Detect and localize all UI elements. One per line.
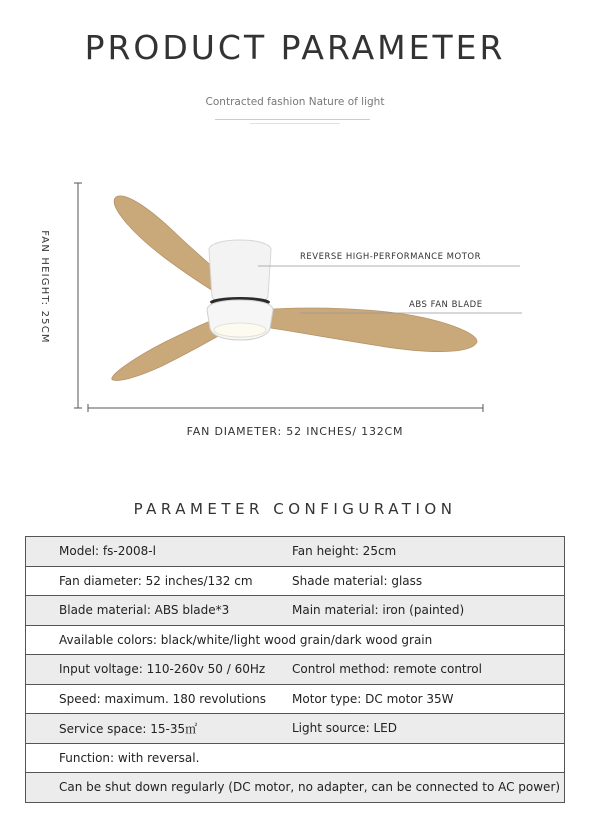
fan-blade-right — [258, 308, 477, 352]
table-row — [26, 596, 565, 626]
param-function: Function: with reversal. — [59, 750, 200, 765]
blade-label: ABS FAN BLADE — [409, 300, 483, 310]
fan-illustration — [0, 170, 590, 430]
table-row — [26, 537, 565, 567]
light-lens — [214, 323, 266, 337]
table-row — [26, 566, 565, 596]
motor-housing — [209, 240, 271, 304]
motor-label: REVERSE HIGH-PERFORMANCE MOTOR — [300, 252, 481, 262]
param-main-material: Main material: iron (painted) — [292, 603, 465, 618]
param-blade-material: Blade material: ABS blade*3 — [59, 603, 230, 618]
fan-diagram — [0, 170, 590, 430]
param-speed: Speed: maximum. 180 revolutions — [59, 691, 266, 706]
section-title: PARAMETER CONFIGURATION — [133, 500, 457, 518]
param-service-space: Service space: 15-35㎡ — [59, 721, 198, 736]
fan-height-label: FAN HEIGHT: 25CM — [39, 230, 50, 344]
table-row — [26, 714, 565, 744]
param-available-colors: Available colors: black/white/light wood grain/dark wood grain — [59, 632, 433, 647]
param-input-voltage: Input voltage: 110-260v 50 / 60Hz — [59, 662, 266, 677]
param-light-source: Light source: LED — [292, 721, 397, 736]
table-row — [26, 684, 565, 714]
param-fan-diameter: Fan diameter: 52 inches/132 cm — [59, 573, 253, 588]
param-shutdown-note: Can be shut down regularly (DC motor, no adapter, can be connected to AC power) — [59, 780, 561, 795]
subtitle-divider — [215, 119, 370, 120]
page-subtitle: Contracted fashion Nature of light — [205, 96, 385, 108]
table-row — [26, 743, 565, 773]
param-fan-height: Fan height: 25cm — [292, 544, 397, 559]
table-row — [26, 773, 565, 803]
param-model: Model: fs-2008-l — [59, 544, 156, 559]
subtitle-divider-secondary — [250, 123, 340, 124]
page-title: PRODUCT PARAMETER — [84, 28, 506, 67]
parameter-table — [25, 536, 565, 803]
param-control-method: Control method: remote control — [292, 662, 482, 677]
table-row — [26, 655, 565, 685]
param-motor-type: Motor type: DC motor 35W — [292, 691, 454, 706]
table-row — [26, 625, 565, 655]
param-shade-material: Shade material: glass — [292, 573, 423, 588]
fan-diameter-label: FAN DIAMETER: 52 INCHES/ 132CM — [186, 425, 404, 438]
